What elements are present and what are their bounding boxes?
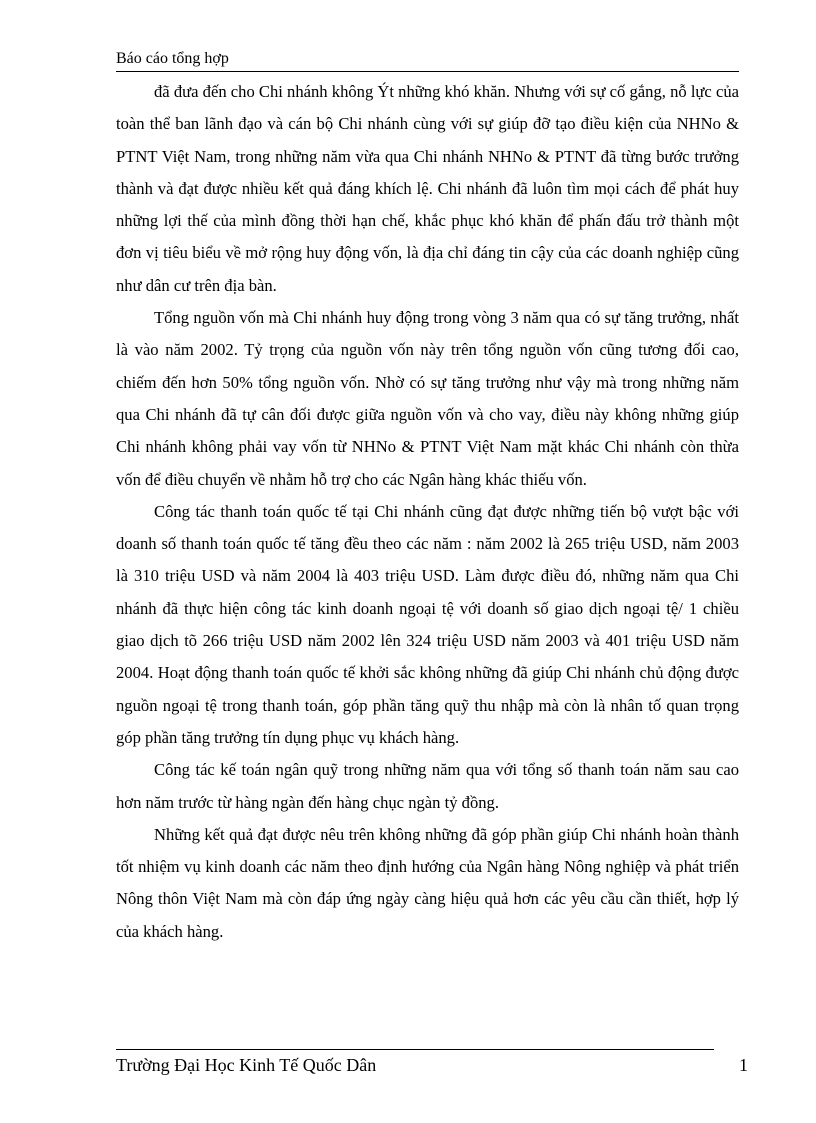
paragraph: Công tác kế toán ngân quỹ trong những năm qua với tổng số thanh toán năm sau cao hơn năm trước từ hàng ngàn đến hàng chục ngàn tỷ đồng. — [116, 760, 739, 812]
paragraph: Những kết quả đạt được nêu trên không những đã góp phần giúp Chi nhánh hoàn thành tốt nhiệm vụ kinh doanh các năm theo định hướng của Ngân hàng Nông nghiệp và phát triển Nông thôn Việt Nam mà còn đáp ứng ngày càng hiệu quả hơn các yêu cầu cần thiết, hợp lý của khách hàng. — [116, 824, 739, 941]
page-footer — [116, 1053, 748, 1077]
header-divider — [116, 71, 739, 72]
paragraph: Tổng nguồn vốn mà Chi nhánh huy động trong vòng 3 năm qua có sự tăng trưởng, nhất là vào năm 2002. Tỷ trọng của nguồn vốn này trên tổng nguồn vốn cũng tương đối cao, chiếm đến hơn 50% tổng nguồn vốn. Nhờ có sự tăng trưởng như vậy mà trong những năm qua Chi nhánh đã tự cân đối được giữa nguồn vốn và cho vay, điều này không những giúp Chi nhánh không phải vay vốn từ NHNo & PTNT Việt Nam mặt khác Chi nhánh còn thừa vốn để điều chuyển về nhằm hỗ trợ cho các Ngân hàng khác thiếu vốn. — [116, 308, 739, 489]
page-number: 1 — [739, 1055, 748, 1075]
footer-school: Trường Đại Học Kinh Tế Quốc Dân — [116, 1055, 377, 1075]
document-body — [116, 76, 739, 948]
footer-divider — [116, 1049, 714, 1050]
paragraph: đã đưa đến cho Chi nhánh không Ýt những khó khăn. Nhưng với sự cố gắng, nỗ lực của toàn thể ban lãnh đạo và cán bộ Chi nhánh cùng với sự giúp đỡ tạo điều kiện của NHNo & PTNT Việt Nam, trong những năm vừa qua Chi nhánh NHNo & PTNT đã từng bước trưởng thành và đạt được nhiều kết quả đáng khích lệ. Chi nhánh đã luôn tìm mọi cách để phát huy những lợi thế của mình đồng thời hạn chế, khắc phục khó khăn để phấn đấu trở thành một đơn vị tiêu biểu về mở rộng huy động vốn, là địa chỉ đáng tin cậy của các doanh nghiệp cũng như dân cư trên địa bàn. — [116, 82, 739, 295]
header-title: Báo cáo tổng hợp — [116, 50, 229, 67]
paragraph: Công tác thanh toán quốc tế tại Chi nhánh cũng đạt được những tiến bộ vượt bậc với doanh số thanh toán quốc tế tăng đều theo các năm : năm 2002 là 265 triệu USD, năm 2003 là 310 triệu USD và năm 2004 là 403 triệu USD. Làm được điều đó, những năm qua Chi nhánh đã thực hiện công tác kinh doanh ngoại tệ với doanh số giao dịch ngoại tệ/ 1 chiều giao dịch tõ 266 triệu USD năm 2002 lên 324 triệu USD năm 2003 và 401 triệu USD năm 2004. Hoạt động thanh toán quốc tế khởi sắc không những đã giúp Chi nhánh chủ động được nguồn ngoại tệ trong thanh toán, góp phần tăng quỹ thu nhập mà còn là nhân tố quan trọng góp phần tăng trưởng tín dụng phục vụ khách hàng. — [116, 501, 739, 747]
page-header — [116, 49, 739, 69]
